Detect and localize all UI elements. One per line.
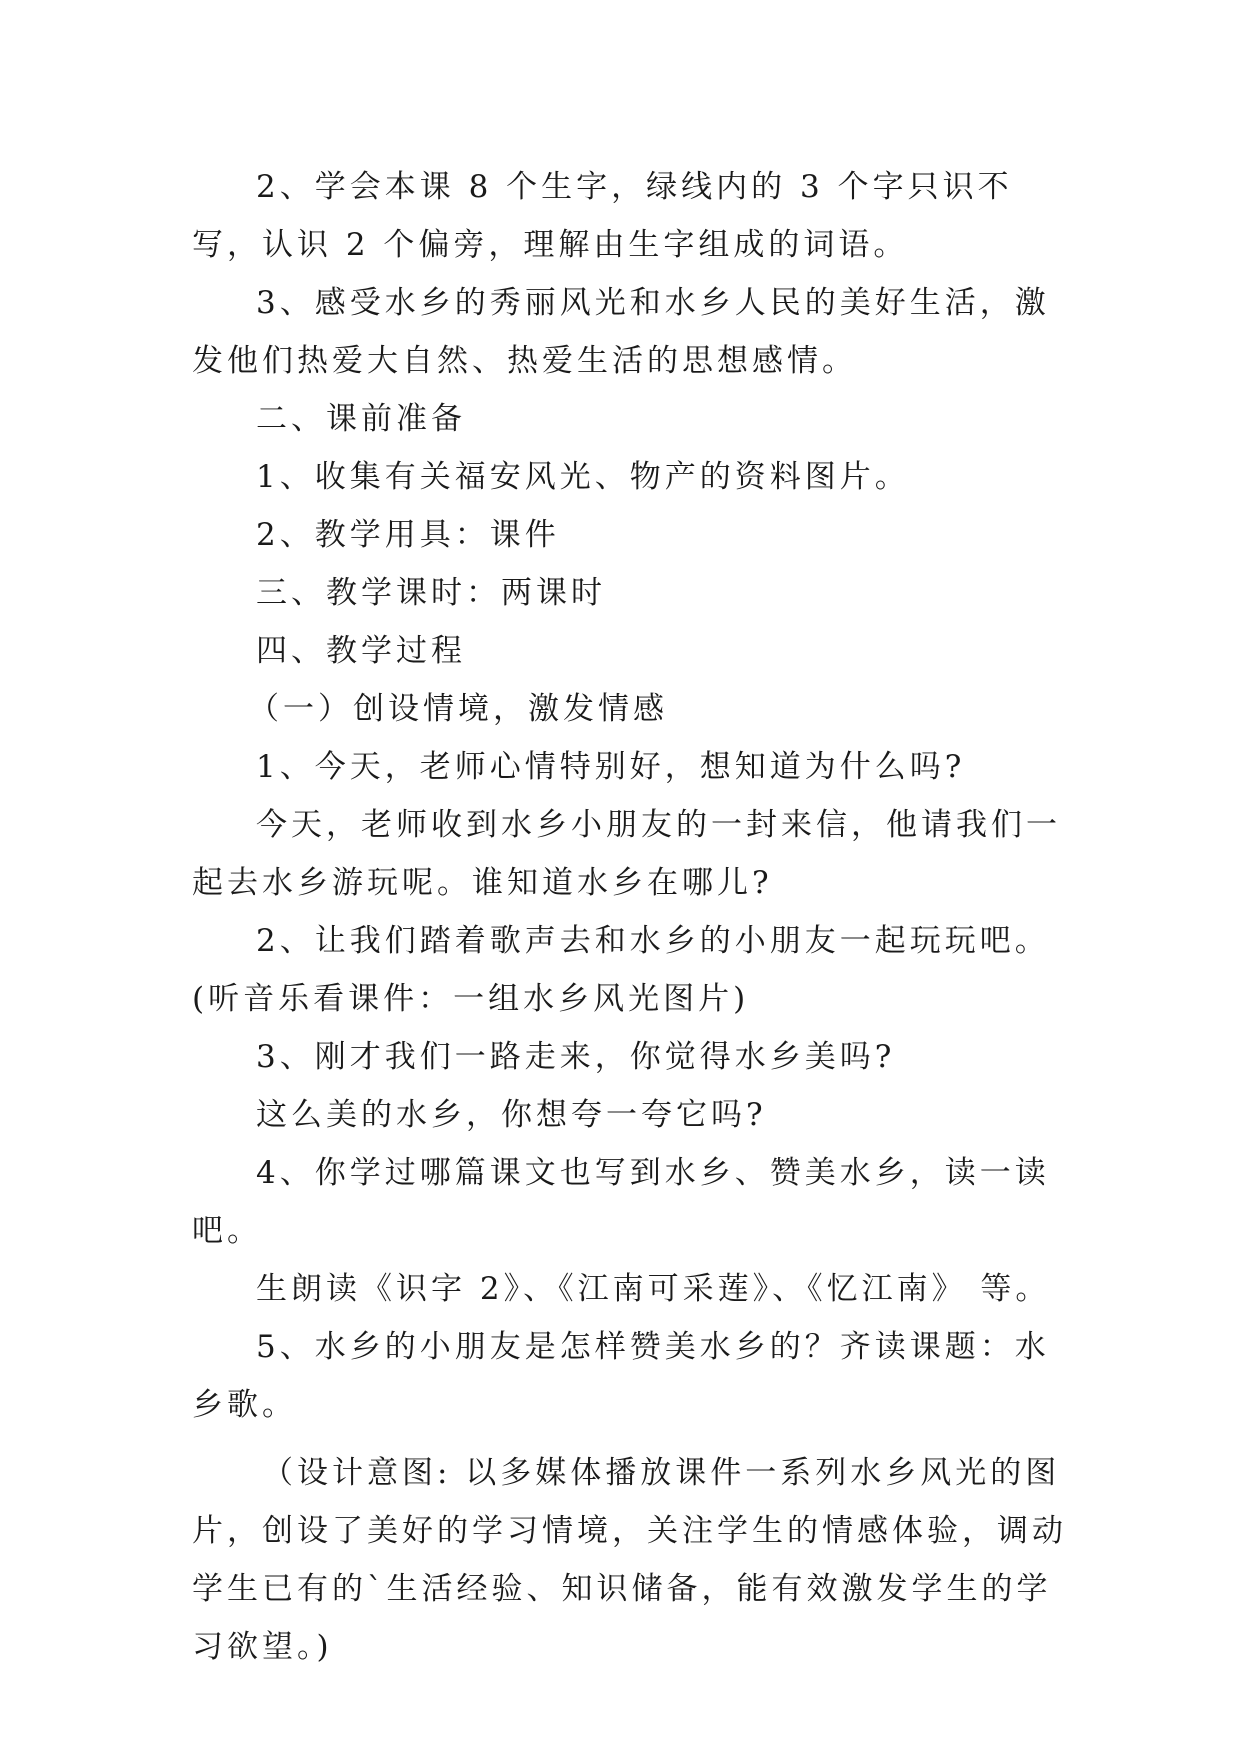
- subheading-create-situation: （一）创设情境，激发情感: [248, 691, 668, 727]
- paragraph-praise: 这么美的水乡，你想夸一夸它吗?: [256, 1097, 767, 1133]
- spacer: [192, 1434, 1072, 1444]
- paragraph-reading: 生朗读《识字 2》、《江南可采莲》、《忆江南》 等。: [256, 1271, 1051, 1307]
- document-body: [192, 158, 1072, 1676]
- paragraph-step-2: 2、让我们踏着歌声去和水乡的小朋友一起玩玩吧。(听音乐看课件：一组水乡风光图片): [192, 923, 1050, 1017]
- heading-class-hours: 三、教学课时：两课时: [256, 575, 606, 611]
- paragraph-step-4: 4、你学过哪篇课文也写到水乡、赞美水乡，读一读吧。: [192, 1155, 1050, 1249]
- paragraph-step-5: 5、水乡的小朋友是怎样赞美水乡的？齐读课题：水乡歌。: [192, 1329, 1050, 1423]
- paragraph-design-intent: （设计意图: 以多媒体播放课件一系列水乡风光的图片，创设了美好的学习情境，关注学生的情感体验，调动学生已有的`生活经验、知识储备，能有效激发学生的学习欲望。): [192, 1455, 1067, 1665]
- heading-teaching-process: 四、教学过程: [256, 633, 466, 669]
- paragraph-step-3: 3、刚才我们一路走来，你觉得水乡美吗?: [256, 1039, 896, 1075]
- paragraph-step-1: 1、今天，老师心情特别好，想知道为什么吗?: [256, 749, 966, 785]
- paragraph-prep-1: 1、收集有关福安风光、物产的资料图片。: [256, 459, 910, 495]
- paragraph-letter: 今天，老师收到水乡小朋友的一封来信，他请我们一起去水乡游玩呢。谁知道水乡在哪儿?: [192, 807, 1061, 901]
- paragraph-prep-2: 2、教学用具：课件: [256, 517, 560, 553]
- heading-preparation: 二、课前准备: [256, 401, 466, 437]
- paragraph-objective-2: 2、学会本课 8 个生字，绿线内的 3 个字只识不写，认识 2 个偏旁，理解由生字组成的词语。: [192, 169, 1013, 263]
- paragraph-objective-3: 3、感受水乡的秀丽风光和水乡人民的美好生活，激发他们热爱大自然、热爱生活的思想感情。: [192, 285, 1050, 379]
